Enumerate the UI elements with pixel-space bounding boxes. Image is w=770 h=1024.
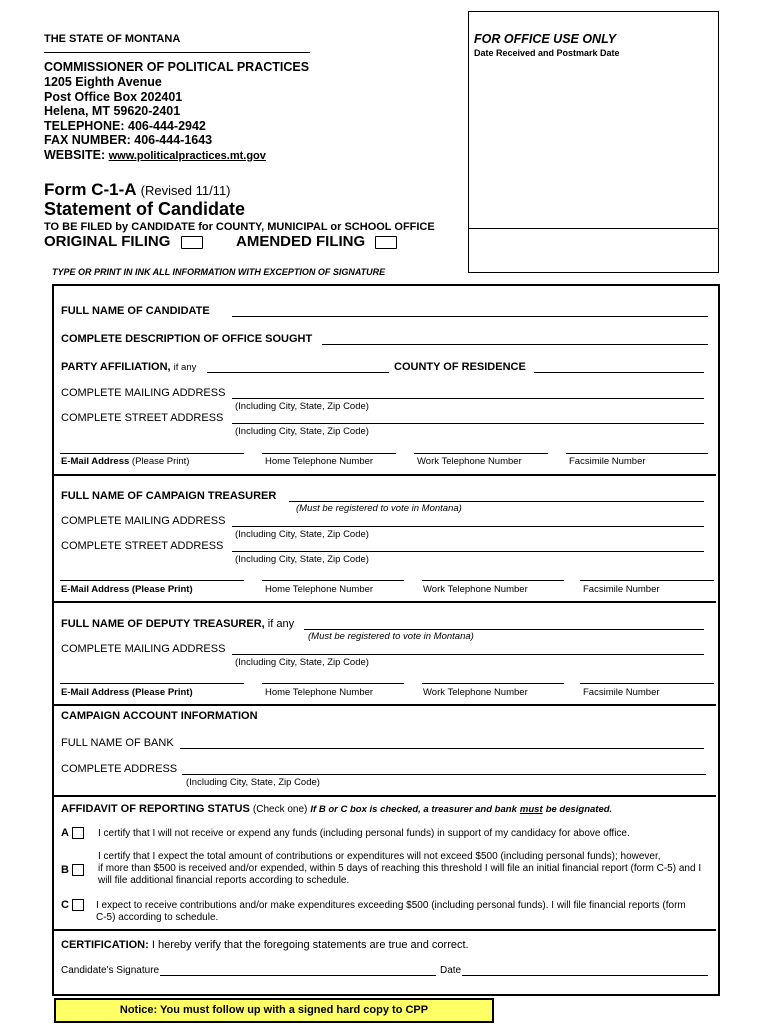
option-c-text: I expect to receive contributions and/or make expenditures exceeding $500 (including personal funds). I will file financial reports (form C-5) according to schedule. xyxy=(96,900,686,923)
dep-email-label: E-Mail Address (Please Print) xyxy=(61,687,193,698)
treas-mailing-hint: (Including City, State, Zip Code) xyxy=(235,529,369,540)
agency-address: 1205 Eighth Avenue Post Office Box 202401 Helena, MT 59620-2401 TELEPHONE: 406-444-2942 FAX NUMBER: 406-444-1643 WEBSITE: www.politicalpractices.mt.gov xyxy=(44,75,266,162)
office-sought-label: COMPLETE DESCRIPTION OF OFFICE SOUGHT xyxy=(61,333,313,345)
cand-email-label: E-Mail Address (Please Print) xyxy=(61,456,190,467)
instruction: TYPE OR PRINT IN INK ALL INFORMATION WITH EXCEPTION OF SIGNATURE xyxy=(52,267,386,277)
option-b-text: I certify that I expect the total amount of contributions or expenditures will not exceed $500 (including personal funds); however, if more than $500 is received and/or expended, within 5 days of reaching this threshold I will file an initial financial report (form C-5) and I will file additional financial reports according to schedule. xyxy=(98,851,702,886)
cand-fax-label: Facsimile Number xyxy=(569,456,646,467)
option-b: B xyxy=(61,864,84,876)
treasurer-must-note: (Must be registered to vote in Montana) xyxy=(296,503,462,514)
date-label: Date xyxy=(440,965,462,976)
dep-fax-label: Facsimile Number xyxy=(583,687,660,698)
dep-mailing-field[interactable] xyxy=(232,654,704,655)
cand-mailing-hint: (Including City, State, Zip Code) xyxy=(235,401,369,412)
bank-label: FULL NAME OF BANK xyxy=(61,737,174,749)
cand-street-hint: (Including City, State, Zip Code) xyxy=(235,426,369,437)
signature-field[interactable] xyxy=(160,975,436,976)
office-use-sub: Date Received and Postmark Date xyxy=(474,48,620,58)
cand-work-field[interactable] xyxy=(414,453,548,454)
deputy-name-field[interactable] xyxy=(304,629,704,630)
county-field[interactable] xyxy=(534,372,704,373)
account-title: CAMPAIGN ACCOUNT INFORMATION xyxy=(61,710,258,722)
affidavit-header: AFFIDAVIT OF REPORTING STATUS (Check one) If B or C box is checked, a treasurer and bank must be designated. xyxy=(61,803,613,815)
dep-home-label: Home Telephone Number xyxy=(265,687,374,698)
cand-mailing-label: COMPLETE MAILING ADDRESS xyxy=(61,387,226,399)
state-name: THE STATE OF MONTANA xyxy=(44,33,181,45)
option-a-checkbox[interactable] xyxy=(72,827,84,839)
candidate-name-label: FULL NAME OF CANDIDATE xyxy=(61,305,210,317)
bank-address-label: COMPLETE ADDRESS xyxy=(61,763,178,775)
certification: CERTIFICATION: I hereby verify that the foregoing statements are true and correct. xyxy=(61,939,469,951)
bank-address-field[interactable] xyxy=(182,774,706,775)
treas-fax-label: Facsimile Number xyxy=(583,584,660,595)
office-sought-field[interactable] xyxy=(322,344,708,345)
bank-field[interactable] xyxy=(180,748,704,749)
dep-fax-field[interactable] xyxy=(580,683,714,684)
treas-email-label: E-Mail Address (Please Print) xyxy=(61,584,193,595)
county-label: COUNTY OF RESIDENCE xyxy=(394,361,526,373)
form-number: Form C-1-A (Revised 11/11) xyxy=(44,180,231,199)
signature-label: Candidate's Signature xyxy=(61,965,160,976)
treas-home-label: Home Telephone Number xyxy=(265,584,374,595)
candidate-name-field[interactable] xyxy=(232,316,708,317)
party-label: PARTY AFFILIATION, if any xyxy=(61,361,197,373)
treas-fax-field[interactable] xyxy=(580,580,714,581)
option-a: A xyxy=(61,827,84,839)
dep-work-label: Work Telephone Number xyxy=(423,687,528,698)
option-b-checkbox[interactable] xyxy=(72,864,84,876)
treas-mailing-field[interactable] xyxy=(232,526,704,527)
cand-fax-field[interactable] xyxy=(566,453,708,454)
cand-email-field[interactable] xyxy=(60,453,244,454)
date-field[interactable] xyxy=(462,975,708,976)
cand-mailing-field[interactable] xyxy=(232,398,704,399)
treas-email-field[interactable] xyxy=(60,580,244,581)
cand-home-label: Home Telephone Number xyxy=(265,456,374,467)
form-title: Statement of Candidate xyxy=(44,199,246,219)
amended-filing-checkbox[interactable] xyxy=(375,236,397,249)
cand-street-label: COMPLETE STREET ADDRESS xyxy=(61,412,224,424)
office-use-title: FOR OFFICE USE ONLY xyxy=(474,32,617,46)
treas-work-label: Work Telephone Number xyxy=(423,584,528,595)
original-filing: ORIGINAL FILING xyxy=(44,233,203,250)
party-field[interactable] xyxy=(207,372,389,373)
treasurer-name-label: FULL NAME OF CAMPAIGN TREASURER xyxy=(61,490,277,502)
original-filing-checkbox[interactable] xyxy=(181,236,203,249)
deputy-name-label: FULL NAME OF DEPUTY TREASURER, if any xyxy=(61,618,295,630)
notice-banner: Notice: You must follow up with a signed hard copy to CPP xyxy=(54,998,494,1023)
dep-work-field[interactable] xyxy=(422,683,564,684)
bank-address-hint: (Including City, State, Zip Code) xyxy=(186,777,320,788)
treas-home-field[interactable] xyxy=(262,580,404,581)
dep-email-field[interactable] xyxy=(60,683,244,684)
cand-street-field[interactable] xyxy=(232,423,704,424)
website-link[interactable]: www.politicalpractices.mt.gov xyxy=(108,149,266,162)
treas-street-field[interactable] xyxy=(232,551,704,552)
filed-by: TO BE FILED by CANDIDATE for COUNTY, MUNICIPAL or SCHOOL OFFICE xyxy=(44,221,435,233)
amended-filing: AMENDED FILING xyxy=(236,233,397,250)
agency-name: COMMISSIONER OF POLITICAL PRACTICES xyxy=(44,60,310,74)
treas-street-hint: (Including City, State, Zip Code) xyxy=(235,554,369,565)
dep-mailing-hint: (Including City, State, Zip Code) xyxy=(235,657,369,668)
treas-mailing-label: COMPLETE MAILING ADDRESS xyxy=(61,515,226,527)
option-c-checkbox[interactable] xyxy=(72,899,84,911)
treas-work-field[interactable] xyxy=(422,580,564,581)
deputy-must-note: (Must be registered to vote in Montana) xyxy=(308,631,474,642)
treas-street-label: COMPLETE STREET ADDRESS xyxy=(61,540,224,552)
cand-work-label: Work Telephone Number xyxy=(417,456,522,467)
cand-home-field[interactable] xyxy=(262,453,396,454)
option-a-text: I certify that I will not receive or expend any funds (including personal funds) in support of my candidacy for above office. xyxy=(98,828,630,839)
dep-mailing-label: COMPLETE MAILING ADDRESS xyxy=(61,643,226,655)
option-c: C xyxy=(61,899,84,911)
office-use-box xyxy=(468,11,719,273)
dep-home-field[interactable] xyxy=(262,683,404,684)
treasurer-name-field[interactable] xyxy=(289,501,704,502)
